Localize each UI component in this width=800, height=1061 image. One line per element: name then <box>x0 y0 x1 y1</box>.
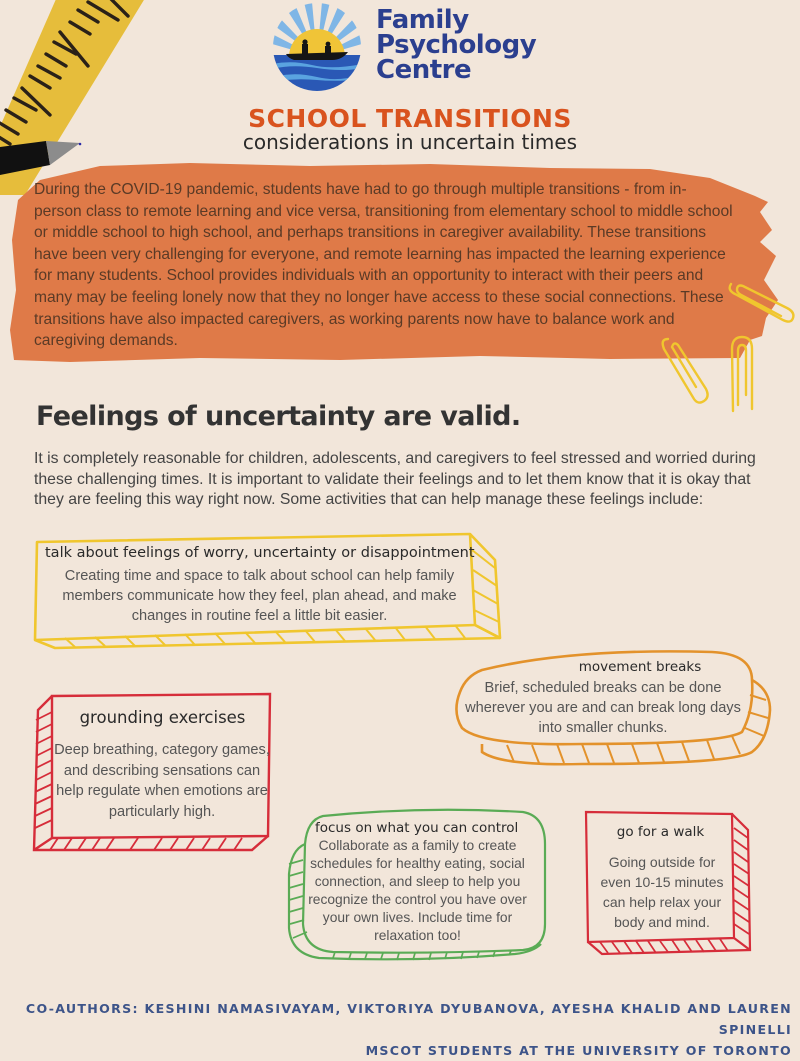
page-subtitle: considerations in uncertain times <box>242 130 578 154</box>
page-title: SCHOOL TRANSITIONS <box>248 104 572 133</box>
credits <box>0 998 792 1061</box>
card-body-grounding: Deep breathing, category games, and describing sensations can help regulate when emotions are particularly high. <box>54 742 270 820</box>
section-heading: Feelings of uncertainty are valid. <box>36 401 521 432</box>
paperclip-icon <box>725 278 795 328</box>
brand-line-2: Psychology <box>376 30 537 60</box>
paperclip-icon <box>660 335 715 405</box>
card-title-movement: movement breaks <box>578 659 702 675</box>
sunrise-boat-logo <box>272 2 362 92</box>
affiliation: MSCOT STUDENTS AT THE UNIVERSITY OF TORONTO <box>365 1043 792 1058</box>
brand-line-1: Family <box>376 5 469 35</box>
card-body-talk: Creating time and space to talk about school can help family members communicate how they feel, plan ahead, and make changes in routine feel a little bit easier. <box>62 568 457 624</box>
section-text: It is completely reasonable for children, adolescents, and caregivers to feel stressed and worried during these challenging times. It is important to validate their feelings and to let them know that it is okay that they are feeling this way right now. Some activities that can help manage these feelings include: <box>34 450 756 509</box>
brand-name <box>376 5 537 85</box>
intro-text: During the COVID-19 pandemic, students have had to go through multiple transitions - from in-person class to remote learning and vice versa, transitioning from elementary school to middle school or middle school to high school, and perhaps transitions in caregiver availability. These transitions have been very challenging for everyone, and remote learning has impacted the learning experience for many students. School provides individuals with an opportunity to interact with their peers and many may be feeling lonely now that they no longer have access to these social connections. These transitions have also impacted caregivers, as working parents now have to balance work and caregiving demands. <box>34 181 733 350</box>
paperclip-icon <box>728 335 758 415</box>
card-title-walk: go for a walk <box>616 824 705 840</box>
card-body-control: Collaborate as a family to create schedules for healthy eating, social connection, and sleep to help you recognize the control you have over your own lives. Include time for relaxation too! <box>308 838 527 943</box>
co-authors: CO-AUTHORS: KESHINI NAMASIVAYAM, VIKTORIYA DYUBANOVA, AYESHA KHALID AND LAUREN SPINELLI <box>25 1001 792 1037</box>
card-title-control: focus on what you can control <box>315 820 519 836</box>
card-body-movement: Brief, scheduled breaks can be done wherever you are and can break long days into smaller chunks. <box>465 680 741 736</box>
card-body-walk: Going outside for even 10-15 minutes can help relax your body and mind. <box>600 854 724 930</box>
brand-line-3: Centre <box>376 55 472 85</box>
card-title-grounding: grounding exercises <box>79 708 246 727</box>
card-title-talk: talk about feelings of worry, uncertainty or disappointment <box>45 545 475 561</box>
